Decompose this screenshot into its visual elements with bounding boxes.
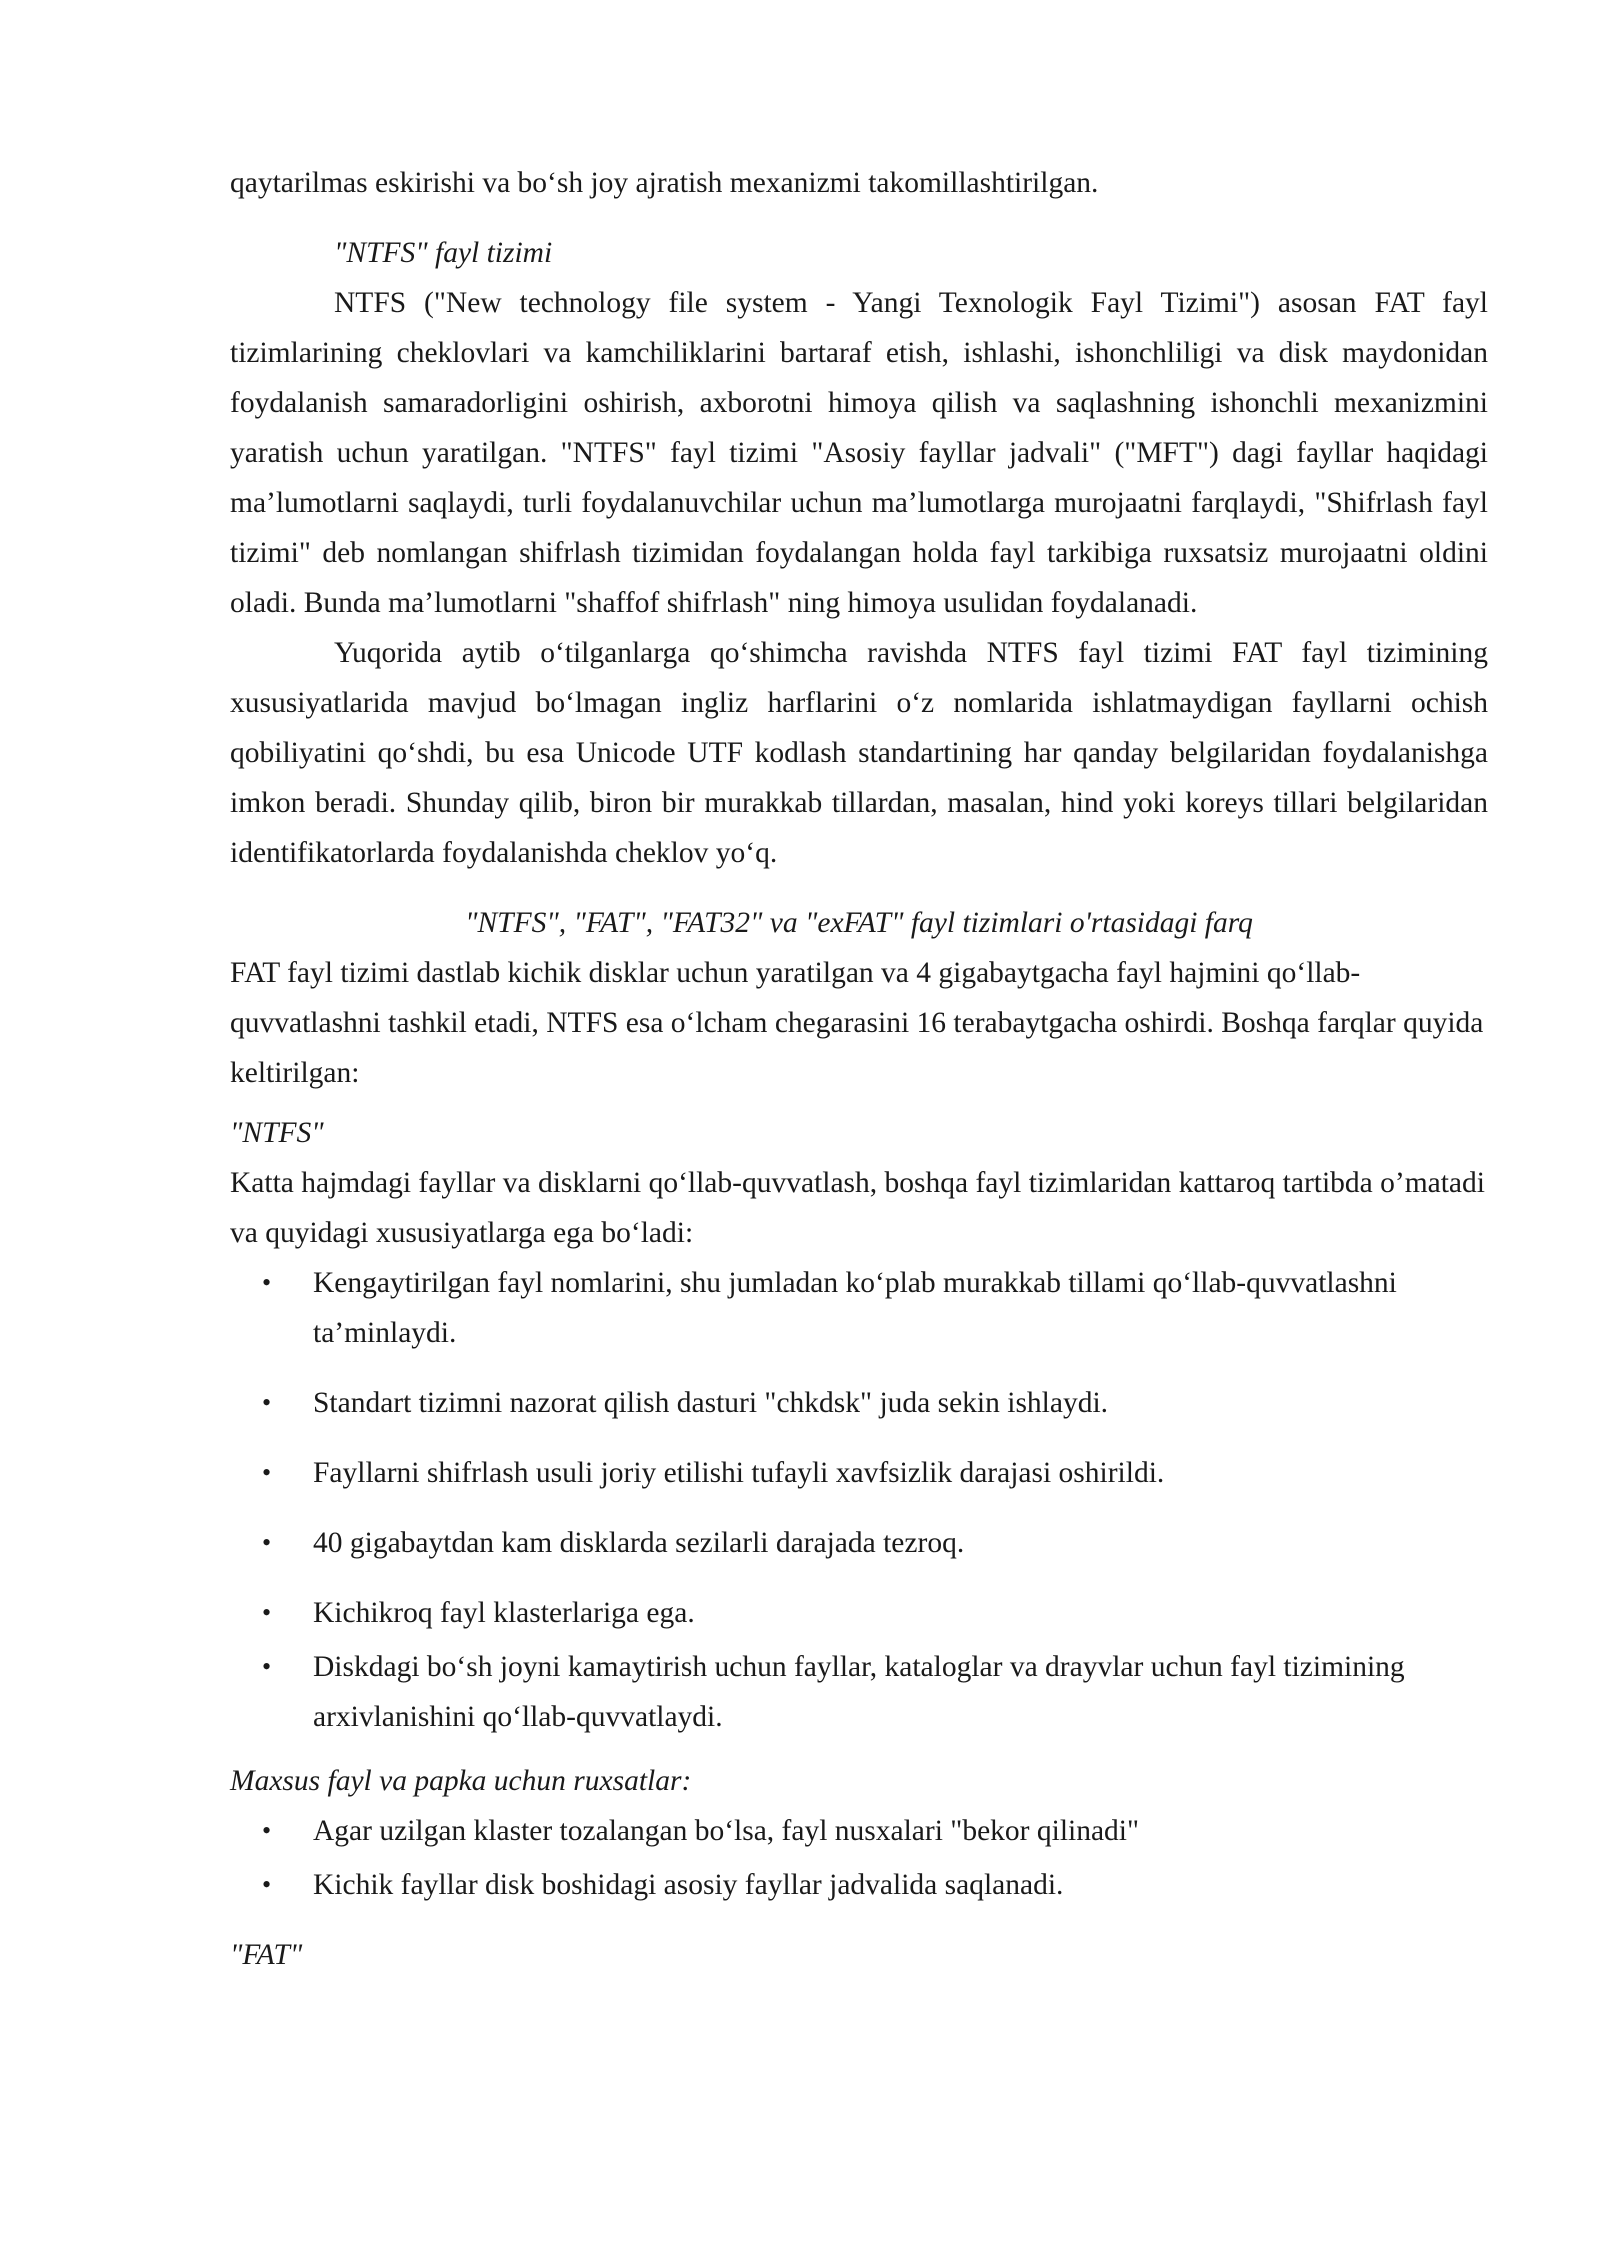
bullet-icon: • bbox=[262, 1870, 272, 1899]
ntfs-heading: "NTFS" fayl tizimi bbox=[334, 237, 553, 269]
bullet-icon: • bbox=[262, 1652, 272, 1681]
list-item-text: Kichik fayllar disk boshidagi asosiy fayllar jadvalida saqlanadi. bbox=[313, 1869, 1064, 1901]
list-item-text: Standart tizimni nazorat qilish dasturi "chkdsk" juda sekin ishlaydi. bbox=[313, 1387, 1109, 1419]
intro-line: qaytarilmas eskirishi va bo‘sh joy ajratish mexanizmi takomillashtirilgan. bbox=[230, 167, 1099, 199]
list-item bbox=[230, 1448, 1488, 1498]
list-item-text: Agar uzilgan klaster tozalangan bo‘lsa, fayl nusxalari "bekor qilinadi" bbox=[313, 1815, 1140, 1847]
list-item bbox=[230, 1642, 1488, 1742]
bullet-icon: • bbox=[262, 1268, 272, 1297]
list-item bbox=[230, 1860, 1488, 1910]
bullet-icon: • bbox=[262, 1816, 272, 1845]
bullet-icon: • bbox=[262, 1458, 272, 1487]
list-item-text: 40 gigabaytdan kam disklarda sezilarli darajada tezroq. bbox=[313, 1527, 965, 1559]
fat-label: "FAT" bbox=[230, 1939, 303, 1971]
permissions-list bbox=[230, 1806, 1488, 1910]
ntfs-paragraph-1: NTFS ("New technology file system - Yangi Texnologik Fayl Tizimi") asosan FAT fayl tizimlarining cheklovlari va kamchiliklarini bartaraf etish, ishlashi, ishonchliligi va disk maydonidan foydalanish samaradorligini oshirish, axborotni himoya qilish va saqlashning ishonchli mexanizmini yaratish uchun yaratilgan. "NTFS" fayl tizimi "Asosiy fayllar jadvali" ("MFT") dagi fayllar haqidagi ma’lumotlarni saqlaydi, turli foydalanuvchilar uchun ma’lumotlarga murojaatni farqlaydi, "Shifrlash fayl tizimi" deb nomlangan shifrlash tizimidan foydalangan holda fayl tarkibiga ruxsatsiz murojaatni oldini oladi. Bunda ma’lumotlarni "shaffof shifrlash" ning himoya usulidan foydalanadi. bbox=[230, 287, 1488, 619]
diff-heading: "NTFS", "FAT", "FAT32" va "exFAT" fayl tizimlari o'rtasidagi farq bbox=[465, 907, 1253, 939]
list-item-text: Fayllarni shifrlash usuli joriy etilishi tufayli xavfsizlik darajasi oshirildi. bbox=[313, 1457, 1165, 1489]
list-item bbox=[230, 1258, 1488, 1358]
list-item-text: Kichikroq fayl klasterlariga ega. bbox=[313, 1597, 695, 1629]
document-page bbox=[230, 158, 1488, 1980]
bullet-icon: • bbox=[262, 1388, 272, 1417]
list-item bbox=[230, 1378, 1488, 1428]
list-item-text: Kengaytirilgan fayl nomlarini, shu jumladan ko‘plab murakkab tillami qo‘llab-quvvatlashni ta’minlaydi. bbox=[313, 1267, 1397, 1349]
list-item bbox=[230, 1518, 1488, 1568]
list-item bbox=[230, 1806, 1488, 1856]
ntfs-features-list bbox=[230, 1258, 1488, 1742]
ntfs-features-intro: Katta hajmdagi fayllar va disklarni qo‘llab-quvvatlash, boshqa fayl tizimlaridan kattaroq tartibda o’matadi va quyidagi xususiyatlarga ega bo‘ladi: bbox=[230, 1167, 1485, 1249]
diff-paragraph: FAT fayl tizimi dastlab kichik disklar uchun yaratilgan va 4 gigabaytgacha fayl hajmini qo‘llab-quvvatlashni tashkil etadi, NTFS esa o‘lcham chegarasini 16 terabaytgacha oshirdi. Boshqa farqlar quyida keltirilgan: bbox=[230, 957, 1484, 1089]
list-item-text: Diskdagi bo‘sh joyni kamaytirish uchun fayllar, kataloglar va drayvlar uchun fayl tizimining arxivlanishini qo‘llab-quvvatlaydi. bbox=[313, 1651, 1405, 1733]
bullet-icon: • bbox=[262, 1528, 272, 1557]
list-item bbox=[230, 1588, 1488, 1638]
ntfs-label: "NTFS" bbox=[230, 1117, 324, 1149]
permissions-label: Maxsus fayl va papka uchun ruxsatlar: bbox=[230, 1765, 692, 1797]
bullet-icon: • bbox=[262, 1598, 272, 1627]
ntfs-paragraph-2: Yuqorida aytib o‘tilganlarga qo‘shimcha ravishda NTFS fayl tizimi FAT fayl tizimining xususiyatlarida mavjud bo‘lmagan ingliz harflarini o‘z nomlarida ishlatmaydigan fayllarni ochish qobiliyatini qo‘shdi, bu esa Unicode UTF kodlash standartining har qanday belgilaridan foydalanishga imkon beradi. Shunday qilib, biron bir murakkab tillardan, masalan, hind yoki koreys tillari belgilaridan identifikatorlarda foydalanishda cheklov yo‘q. bbox=[230, 637, 1488, 869]
